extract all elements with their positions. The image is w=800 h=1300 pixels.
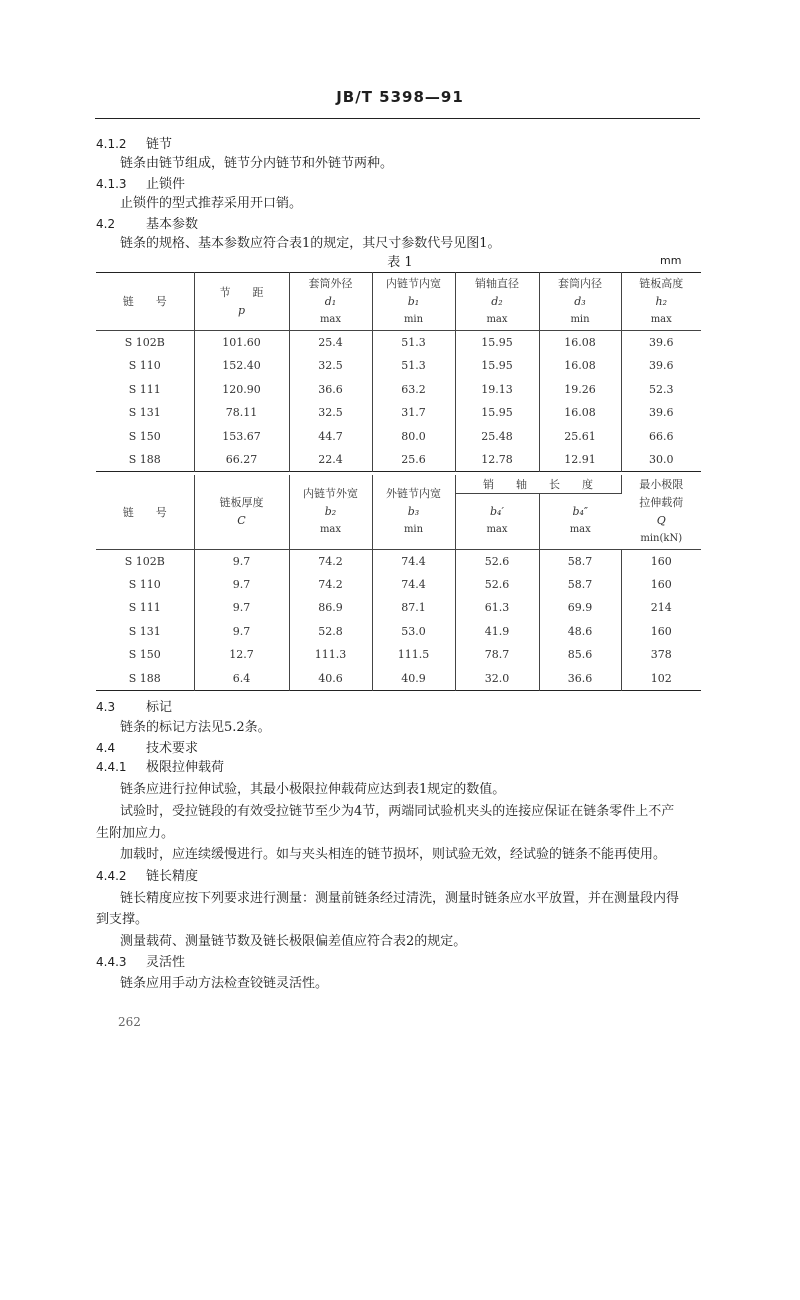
section-4-4-3-heading — [96, 951, 185, 970]
section-number: 4.4.1 — [96, 760, 127, 774]
table-cell: 6.4 — [194, 667, 289, 691]
table-row — [96, 448, 701, 472]
table-cell: 53.0 — [372, 620, 455, 644]
header-text: 套筒外径 — [308, 276, 353, 290]
table-cell: 51.3 — [372, 331, 455, 355]
table-cell: 41.9 — [455, 620, 539, 644]
table-cell: 25.48 — [455, 425, 539, 449]
section-4-4-1-text: 生附加应力。 — [96, 826, 175, 841]
table-cell: 74.4 — [372, 549, 455, 573]
table-cell: 30.0 — [649, 453, 674, 466]
section-4-4-heading — [96, 737, 198, 756]
section-title: 灵活性 — [146, 955, 186, 970]
table-cell: 74.2 — [289, 549, 372, 573]
section-number: 4.4 — [96, 741, 116, 755]
table-cell: 16.08 — [539, 354, 621, 378]
header-text: max — [486, 524, 508, 535]
header-text: b₄″ — [572, 505, 589, 518]
column-header — [194, 273, 289, 331]
table-cell: 36.6 — [539, 667, 621, 691]
table-cell: S 110 — [96, 573, 194, 597]
header-text: Q — [656, 513, 666, 527]
table-cell: 40.6 — [289, 667, 372, 691]
header-text: min — [403, 313, 424, 325]
header-text: 拉伸载荷 — [639, 495, 684, 509]
table-cell: 102 — [650, 671, 672, 685]
table-row — [96, 573, 701, 597]
table-cell: 69.9 — [539, 596, 621, 620]
column-header — [372, 475, 455, 549]
table-cell: 12.78 — [455, 448, 539, 472]
table-cell: S 110 — [96, 354, 194, 378]
table-row — [96, 643, 701, 667]
header-text: d₃ — [574, 294, 586, 308]
header-text: 链板厚度 — [219, 495, 264, 509]
table-cell: 36.6 — [289, 378, 372, 402]
section-4-4-3-text: 链条应用手动方法检查铰链灵活性。 — [120, 976, 329, 991]
table-cell: 32.5 — [289, 354, 372, 378]
table-cell: 111.3 — [289, 643, 372, 667]
section-title: 极限拉伸载荷 — [146, 760, 225, 775]
table-cell: S 150 — [96, 425, 194, 449]
header-text: 外链节内宽 — [386, 486, 441, 500]
section-title: 链节 — [146, 137, 173, 152]
table-cell: 78.11 — [194, 401, 289, 425]
section-4-1-3-text: 止锁件的型式推荐采用开口销。 — [120, 196, 303, 211]
table-cell: 44.7 — [289, 425, 372, 449]
table-cell: 22.4 — [289, 448, 372, 472]
header-rule — [95, 118, 700, 119]
table-cell: 63.2 — [372, 378, 455, 402]
table-cell: 32.5 — [289, 401, 372, 425]
table-row — [96, 425, 701, 449]
section-4-3-heading — [96, 696, 172, 715]
header-text: max — [569, 524, 591, 535]
table-cell: 52.8 — [289, 620, 372, 644]
table-cell: 160 — [650, 577, 672, 591]
header-text: 节 距 — [219, 285, 264, 299]
table-cell: 25.4 — [289, 331, 372, 355]
table-row — [96, 401, 701, 425]
section-4-4-2-text: 链长精度应按下列要求进行测量：测量前链条经过清洗，测量时链条应水平放置，并在测量段内得 — [120, 891, 680, 906]
table-row — [96, 620, 701, 644]
header-text: b₃ — [407, 504, 420, 518]
table-cell: 61.3 — [455, 596, 539, 620]
table-cell: 19.26 — [539, 378, 621, 402]
table-cell: 51.3 — [372, 354, 455, 378]
table-cell: S 111 — [96, 596, 194, 620]
table-cell: 66.6 — [649, 429, 674, 443]
table-cell: 74.2 — [289, 573, 372, 597]
table-cell: 25.61 — [539, 425, 621, 449]
section-4-4-1-text: 试验时，受拉链段的有效受拉链节至少为4节，两端同试验机夹头的连接应保证在链条零件上不产 — [120, 804, 675, 819]
section-4-4-2-heading — [96, 865, 198, 884]
table-cell: 15.95 — [455, 354, 539, 378]
table-cell: 152.40 — [194, 354, 289, 378]
table-row — [96, 331, 701, 355]
header-text: C — [237, 513, 246, 527]
column-header — [194, 475, 289, 549]
section-number: 4.2 — [96, 217, 116, 231]
column-header — [455, 273, 539, 331]
header-text: 内链节外宽 — [303, 486, 358, 500]
section-4-1-2-text: 链条由链节组成，链节分内链节和外链节两种。 — [120, 156, 394, 171]
section-4-3-text: 链条的标记方法见5.2条。 — [120, 720, 271, 735]
section-number: 4.4.2 — [96, 869, 127, 883]
table-row — [96, 667, 701, 691]
section-4-2-text: 链条的规格、基本参数应符合表1的规定，其尺寸参数代号见图1。 — [120, 236, 501, 251]
section-number: 4.4.3 — [96, 955, 127, 969]
column-header — [289, 475, 372, 549]
table-cell: 15.95 — [455, 331, 539, 355]
column-header — [455, 475, 621, 493]
header-text: b₄′ — [490, 505, 504, 518]
header-text: b₂ — [324, 504, 337, 518]
section-4-4-1-text: 加载时，应连续缓慢进行。如与夹头相连的链节损坏，则试验无效，经试验的链条不能再使用。 — [120, 847, 667, 862]
table-1-lower — [96, 475, 701, 691]
table-cell: 101.60 — [194, 331, 289, 355]
table-cell: 19.13 — [455, 378, 539, 402]
table-row — [96, 354, 701, 378]
table-cell: 378 — [650, 648, 672, 662]
table-cell: 16.08 — [539, 401, 621, 425]
header-text: d₁ — [324, 294, 337, 308]
table-cell: 12.91 — [539, 448, 621, 472]
table-cell: 9.7 — [194, 596, 289, 620]
section-title: 止锁件 — [146, 177, 186, 192]
header-text: min — [570, 313, 590, 325]
table-cell: 153.67 — [194, 425, 289, 449]
table-cell: 9.7 — [194, 573, 289, 597]
table-cell: 78.7 — [455, 643, 539, 667]
table-row — [96, 596, 701, 620]
column-header — [621, 273, 701, 331]
page-number: 262 — [118, 1015, 141, 1029]
table-cell: 39.6 — [649, 406, 674, 420]
table-row — [96, 378, 701, 402]
table-cell: 12.7 — [194, 643, 289, 667]
table-cell: 9.7 — [194, 549, 289, 573]
header-text: 链 号 — [122, 505, 167, 519]
section-number: 4.3 — [96, 700, 116, 714]
table-cell: 74.4 — [372, 573, 455, 597]
table-1-upper — [96, 272, 701, 472]
table-cell: 9.7 — [194, 620, 289, 644]
header-text: 链 号 — [122, 294, 167, 308]
section-4-1-2-heading — [96, 133, 172, 152]
table-cell: S 131 — [96, 401, 194, 425]
table-cell: 16.08 — [539, 331, 621, 355]
table-cell: S 111 — [96, 378, 194, 402]
table-cell: 15.95 — [455, 401, 539, 425]
table-row — [96, 549, 701, 573]
section-title: 链长精度 — [146, 869, 199, 884]
table-unit: mm — [660, 254, 682, 267]
section-title: 技术要求 — [146, 741, 199, 756]
table-cell: 25.6 — [372, 448, 455, 472]
section-title: 基本参数 — [146, 217, 199, 232]
table-cell: S 188 — [96, 448, 194, 472]
column-header — [539, 273, 621, 331]
table-cell: 58.7 — [539, 549, 621, 573]
document-header: JB/T 5398—91 — [336, 88, 464, 106]
header-text: 内链节内宽 — [386, 276, 441, 290]
table-cell: 48.6 — [539, 620, 621, 644]
table-cell: S 150 — [96, 643, 194, 667]
section-4-1-3-heading — [96, 173, 185, 192]
table-cell: 52.6 — [455, 573, 539, 597]
table-cell: 160 — [650, 624, 672, 638]
column-header — [96, 475, 194, 549]
table-cell: 160 — [650, 554, 672, 568]
table-cell: 32.0 — [455, 667, 539, 691]
table-cell: 52.3 — [649, 382, 674, 396]
table-cell: S 102B — [96, 549, 194, 573]
section-number: 4.1.2 — [96, 137, 127, 151]
table-cell: 120.90 — [194, 378, 289, 402]
header-text: max — [486, 313, 508, 325]
header-text: max — [319, 523, 342, 535]
section-4-4-2-text: 测量载荷、测量链节数及链长极限偏差值应符合表2的规定。 — [120, 934, 467, 949]
table-cell: 52.6 — [455, 549, 539, 573]
header-text: min — [403, 523, 424, 535]
table-cell: 86.9 — [289, 596, 372, 620]
table-cell: 214 — [650, 601, 672, 615]
table-cell: S 131 — [96, 620, 194, 644]
header-text: b₁ — [407, 294, 420, 308]
header-text: 套筒内径 — [558, 276, 602, 290]
table-cell: 39.6 — [649, 336, 674, 349]
header-text: max — [650, 313, 672, 325]
header-text: h₂ — [655, 294, 667, 308]
table-cell: 111.5 — [372, 643, 455, 667]
section-4-4-1-heading — [96, 756, 224, 775]
header-text: 销轴直径 — [475, 276, 519, 290]
table-cell: 58.7 — [539, 573, 621, 597]
column-header — [539, 493, 621, 549]
table-cell: 66.27 — [194, 448, 289, 472]
section-4-4-1-text: 链条应进行拉伸试验，其最小极限拉伸载荷应达到表1规定的数值。 — [120, 782, 506, 797]
column-header — [372, 273, 455, 331]
column-header — [289, 273, 372, 331]
table-cell: 87.1 — [372, 596, 455, 620]
header-text: max — [319, 313, 342, 325]
section-4-2-heading — [96, 213, 198, 232]
table-cell: 80.0 — [372, 425, 455, 449]
table-cell: 40.9 — [372, 667, 455, 691]
header-text: 链板高度 — [639, 276, 684, 290]
column-header — [96, 273, 194, 331]
table-cell: 85.6 — [539, 643, 621, 667]
table-cell: S 188 — [96, 667, 194, 691]
header-text: min(kN) — [640, 532, 683, 544]
section-title: 标记 — [146, 700, 173, 715]
section-number: 4.1.3 — [96, 177, 127, 191]
column-header — [621, 475, 701, 549]
table-cell: 31.7 — [372, 401, 455, 425]
header-text: d₂ — [491, 294, 503, 308]
section-4-4-2-text: 到支撑。 — [96, 912, 149, 927]
table-cell: S 102B — [96, 331, 194, 355]
column-header — [455, 493, 539, 549]
table-caption: 表 1 — [387, 255, 413, 270]
header-text: 最小极限 — [639, 477, 684, 491]
header-text: 销 轴 长 度 — [483, 477, 593, 491]
header-text: p — [237, 303, 246, 317]
table-cell: 39.6 — [649, 359, 674, 373]
